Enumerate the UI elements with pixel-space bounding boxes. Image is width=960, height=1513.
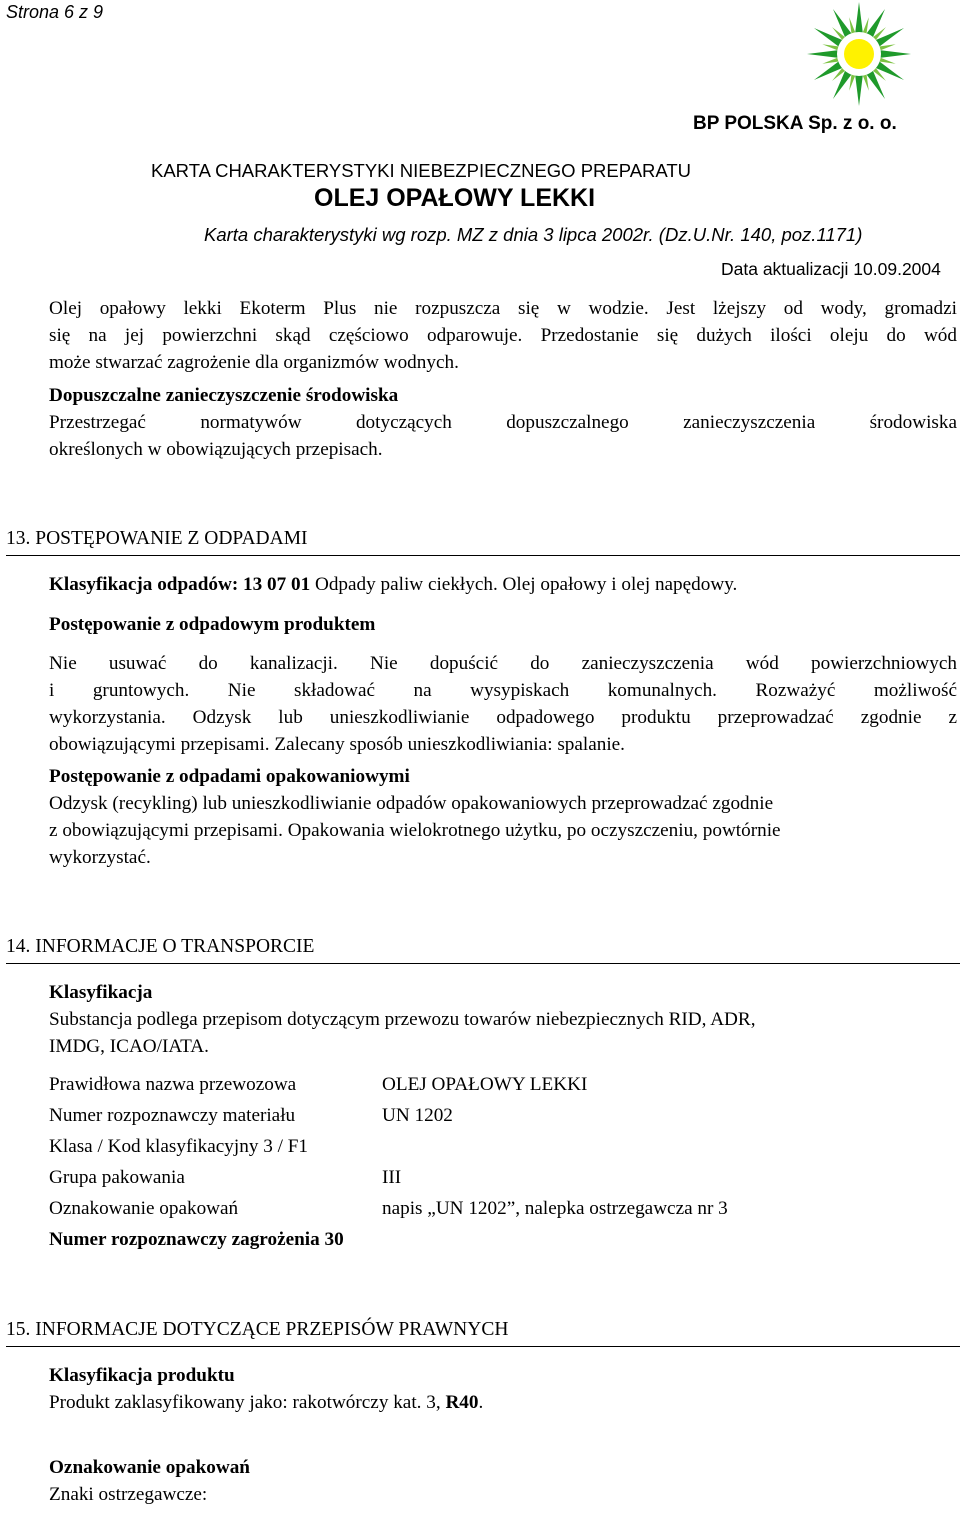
transport-row-label: Klasa / Kod klasyfikacyjny 3 / F1: [49, 1136, 308, 1157]
product-waste-line-3: wykorzystania. Odzysk lub unieszkodliwianie odpadowego produktu przeprowadzać zgodnie z: [49, 707, 957, 728]
product-waste-heading: Postępowanie z odpadowym produktem: [49, 614, 376, 635]
intro-line-3: może stwarzać zagrożenie dla organizmów wodnych.: [49, 352, 459, 373]
transport-text-line-1: Substancja podlega przepisom dotyczącym przewozu towarów niebezpiecznych RID, ADR,: [49, 1009, 756, 1030]
logo-petal: [855, 2, 863, 34]
transport-text-line-2: IMDG, ICAO/IATA.: [49, 1036, 209, 1057]
transport-row-value: III: [382, 1167, 402, 1188]
transport-row-label: Numer rozpoznawczy materiału: [49, 1105, 296, 1126]
waste-classification: [49, 571, 957, 598]
classification-prefix: Produkt zaklasyfikowany jako: rakotwórczy kat. 3,: [49, 1392, 446, 1413]
section-14-rule: [6, 963, 960, 964]
waste-classification-label: Klasyfikacja odpadów: 13 07 01: [49, 574, 311, 595]
transport-row-label: Prawidłowa nazwa przewozowa: [49, 1074, 297, 1095]
product-waste-line-2: i gruntowych. Nie składować na wysypiskach komunalnych. Rozważyć możliwość: [49, 680, 957, 701]
transport-classification-heading: Klasyfikacja: [49, 982, 153, 1003]
risk-phrase: R40: [445, 1392, 479, 1413]
transport-row-value: UN 1202: [382, 1105, 453, 1126]
section-15-rule: [6, 1346, 960, 1347]
bp-helios-logo: [803, 2, 915, 108]
classification-suffix: .: [478, 1392, 484, 1413]
environment-heading: Dopuszczalne zanieczyszczenie środowiska: [49, 385, 399, 406]
product-classification-heading: Klasyfikacja produktu: [49, 1365, 235, 1386]
product-name: OLEJ OPAŁOWY LEKKI: [314, 184, 596, 212]
section-14-title: 14. INFORMACJE O TRANSPORCIE: [6, 936, 315, 957]
hazard-number: Numer rozpoznawczy zagrożenia 30: [49, 1229, 344, 1250]
logo-petal: [807, 50, 839, 58]
product-waste-line-4: obowiązującymi przepisami. Zalecany sposób unieszkodliwiania: spalanie.: [49, 734, 625, 755]
document-type: KARTA CHARAKTERYSTYKI NIEBEZPIECZNEGO PREPARATU: [151, 160, 692, 181]
environment-line-1: Przestrzegać normatywów dotyczących dopuszczalnego zanieczyszczenia środowiska: [49, 412, 957, 433]
product-classification-text: [49, 1389, 957, 1416]
packaging-waste-line-1: Odzysk (recykling) lub unieszkodliwianie odpadów opakowaniowych przeprowadzać zgodnie: [49, 793, 774, 814]
logo-petal: [855, 74, 863, 106]
page-number: Strona 6 z 9: [6, 2, 104, 22]
environment-line-2: określonych w obowiązujących przepisach.: [49, 439, 383, 460]
update-date: Data aktualizacji 10.09.2004: [721, 259, 941, 279]
section-15-title: 15. INFORMACJE DOTYCZĄCE PRZEPISÓW PRAWNYCH: [6, 1319, 509, 1340]
product-waste-line-1: Nie usuwać do kanalizacji. Nie dopuścić do zanieczyszczenia wód powierzchniowych: [49, 653, 957, 674]
regulation-reference: Karta charakterystyki wg rozp. MZ z dnia 3 lipca 2002r. (Dz.U.Nr. 140, poz.1171): [204, 224, 863, 245]
intro-line-2: się na jej powierzchni skąd częściowo odparowuje. Przedostanie się dużych ilości oleju do wód: [49, 325, 957, 346]
intro-line-1: Olej opałowy lekki Ekoterm Plus nie rozpuszcza się w wodzie. Jest lżejszy od wody, gromadzi: [49, 298, 957, 319]
packaging-labels-heading: Oznakowanie opakowań: [49, 1457, 250, 1478]
transport-row-value: napis „UN 1202”, nalepka ostrzegawcza nr 3: [382, 1198, 728, 1219]
packaging-waste-line-3: wykorzystać.: [49, 847, 151, 868]
transport-row-label: Oznakowanie opakowań: [49, 1198, 239, 1219]
section-13-rule: [6, 555, 960, 556]
company-name: BP POLSKA Sp. z o. o.: [693, 113, 897, 134]
transport-row-label: Grupa pakowania: [49, 1167, 185, 1188]
warning-signs-label: Znaki ostrzegawcze:: [49, 1484, 208, 1505]
transport-row-value: OLEJ OPAŁOWY LEKKI: [382, 1074, 588, 1095]
packaging-waste-line-2: z obowiązującymi przepisami. Opakowania wielokrotnego użytku, po oczyszczeniu, powtórnie: [49, 820, 781, 841]
logo-petal: [879, 50, 911, 58]
packaging-waste-heading: Postępowanie z odpadami opakowaniowymi: [49, 766, 410, 787]
waste-classification-text: Odpady paliw ciekłych. Olej opałowy i olej napędowy.: [310, 574, 738, 595]
section-13-title: 13. POSTĘPOWANIE Z ODPADAMI: [6, 528, 308, 549]
